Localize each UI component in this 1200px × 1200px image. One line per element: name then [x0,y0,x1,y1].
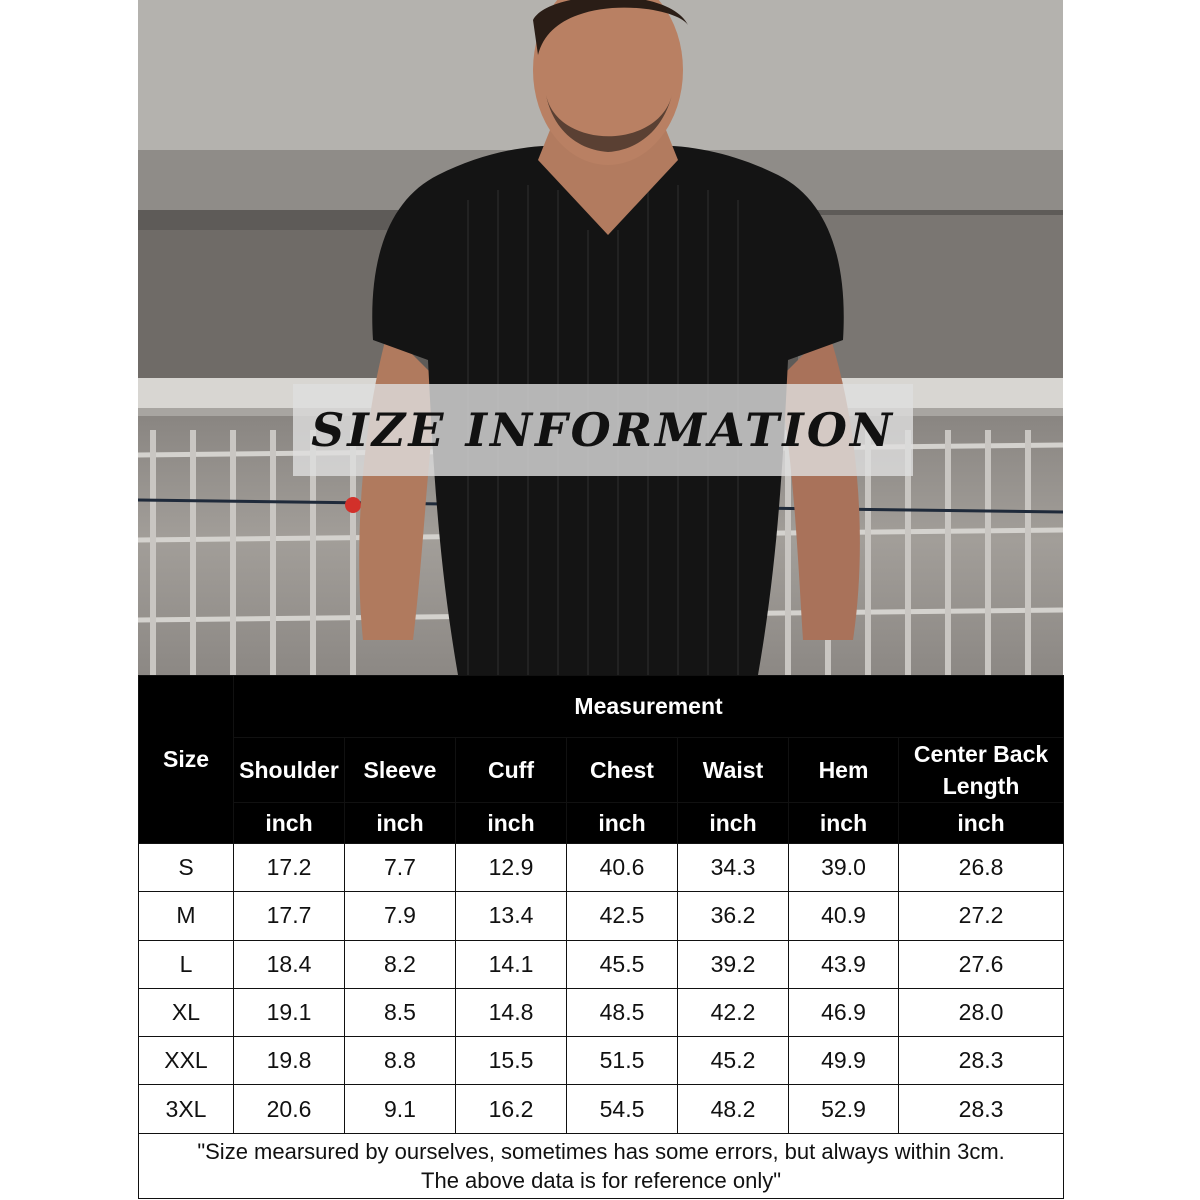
table-row [139,988,1064,1036]
table-cell: 15.5 [456,1037,567,1085]
table-cell: 45.5 [567,940,678,988]
unit-label: inch [789,803,899,844]
table-cell: 14.8 [456,988,567,1036]
unit-label: inch [899,803,1064,844]
table-cell: 49.9 [789,1037,899,1085]
size-cell: XL [139,988,234,1036]
measurement-header: Measurement [234,676,1064,738]
unit-label: inch [345,803,456,844]
column-header-cuff: Cuff [456,738,567,803]
table-cell: 7.9 [345,892,456,940]
product-photo [138,0,1063,675]
table-cell: 16.2 [456,1085,567,1133]
table-row [139,844,1064,892]
table-cell: 48.2 [678,1085,789,1133]
size-table [138,675,1064,1199]
size-chart [138,675,1063,1199]
table-cell: 19.1 [234,988,345,1036]
table-cell: 18.4 [234,940,345,988]
table-cell: 13.4 [456,892,567,940]
table-cell: 28.3 [899,1085,1064,1133]
table-row [139,892,1064,940]
table-cell: 26.8 [899,844,1064,892]
table-cell: 17.2 [234,844,345,892]
size-note [139,1133,1064,1198]
table-cell: 28.0 [899,988,1064,1036]
table-cell: 51.5 [567,1037,678,1085]
table-cell: 46.9 [789,988,899,1036]
size-cell: S [139,844,234,892]
note-line-2: The above data is for reference only" [421,1167,782,1193]
table-cell: 27.2 [899,892,1064,940]
table-cell: 54.5 [567,1085,678,1133]
table-cell: 8.2 [345,940,456,988]
table-cell: 42.2 [678,988,789,1036]
column-header-shoulder: Shoulder [234,738,345,803]
table-cell: 8.5 [345,988,456,1036]
table-cell: 39.0 [789,844,899,892]
size-cell: M [139,892,234,940]
table-cell: 42.5 [567,892,678,940]
note-line-1: "Size mearsured by ourselves, sometimes has some errors, but always within 3cm. [197,1138,1005,1164]
table-cell: 43.9 [789,940,899,988]
model-photo-illustration [138,0,1063,675]
table-cell: 14.1 [456,940,567,988]
table-row [139,940,1064,988]
table-cell: 40.9 [789,892,899,940]
table-cell: 45.2 [678,1037,789,1085]
note-row [139,1133,1064,1198]
table-cell: 7.7 [345,844,456,892]
table-cell: 39.2 [678,940,789,988]
unit-label: inch [678,803,789,844]
size-cell: 3XL [139,1085,234,1133]
table-cell: 27.6 [899,940,1064,988]
table-cell: 17.7 [234,892,345,940]
table-cell: 8.8 [345,1037,456,1085]
unit-label: inch [234,803,345,844]
size-cell: L [139,940,234,988]
table-cell: 28.3 [899,1037,1064,1085]
table-row [139,1037,1064,1085]
table-cell: 36.2 [678,892,789,940]
column-header-hem: Hem [789,738,899,803]
column-header-chest: Chest [567,738,678,803]
banner-title: SIZE INFORMATION [311,403,895,457]
table-cell: 12.9 [456,844,567,892]
table-cell: 9.1 [345,1085,456,1133]
table-cell: 34.3 [678,844,789,892]
column-header-waist: Waist [678,738,789,803]
column-header-center-back-length: Center Back Length [899,738,1064,803]
table-cell: 40.6 [567,844,678,892]
table-cell: 20.6 [234,1085,345,1133]
size-cell: XXL [139,1037,234,1085]
table-cell: 19.8 [234,1037,345,1085]
table-cell: 52.9 [789,1085,899,1133]
unit-label: inch [567,803,678,844]
size-information-banner [293,384,913,476]
size-header: Size [139,676,234,844]
table-cell: 48.5 [567,988,678,1036]
unit-label: inch [456,803,567,844]
table-row [139,1085,1064,1133]
column-header-sleeve: Sleeve [345,738,456,803]
